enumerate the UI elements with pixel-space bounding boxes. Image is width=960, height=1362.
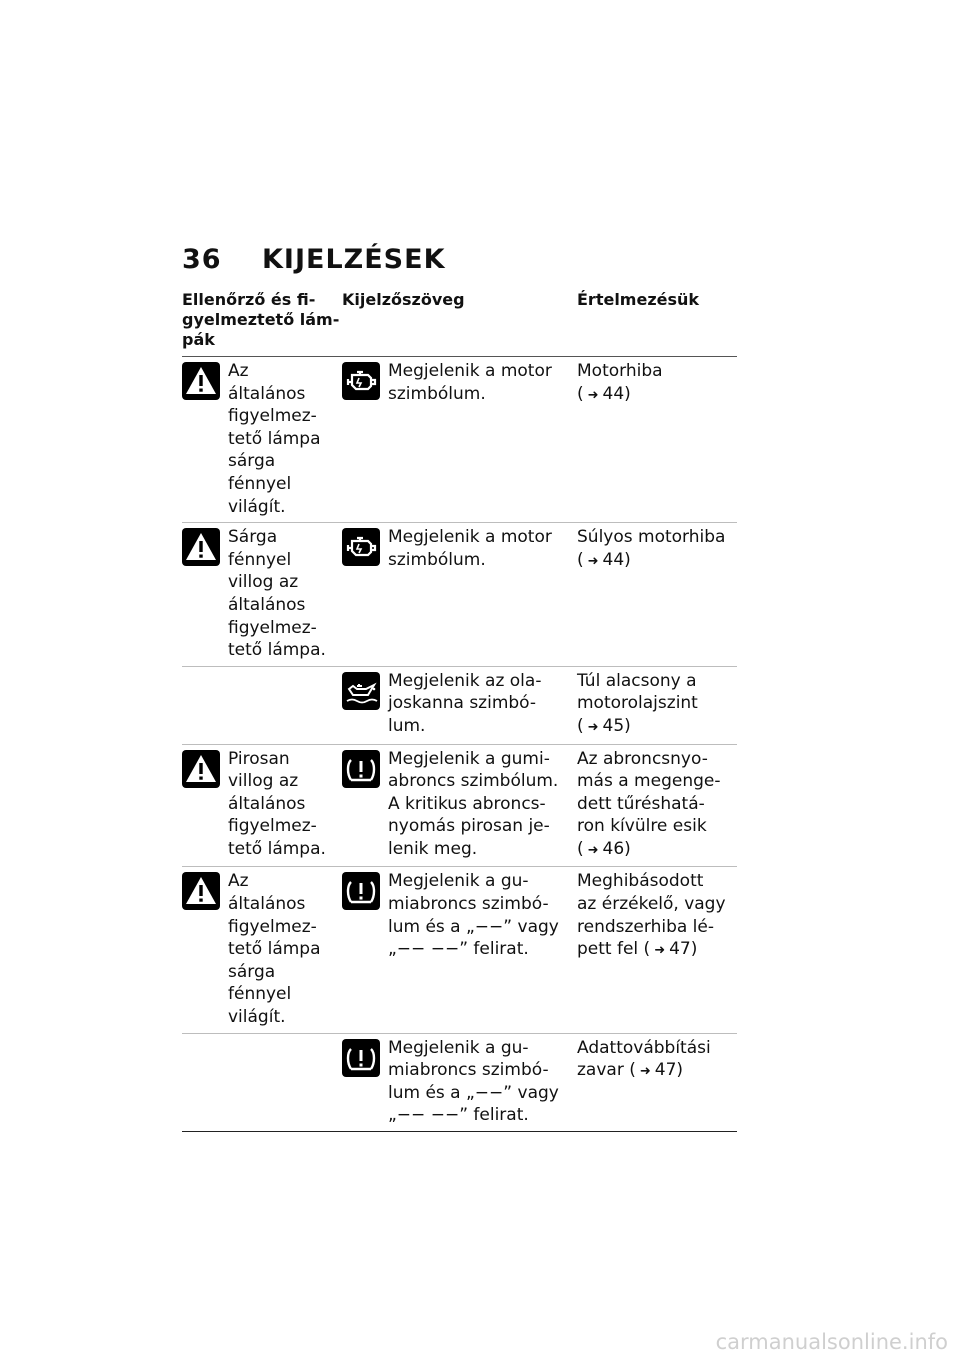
lamp-cell: [182, 523, 342, 667]
meaning-line: Súlyos motorhiba: [577, 527, 726, 548]
general-warning-triangle-icon: [182, 872, 220, 910]
text-line: Az: [228, 871, 249, 892]
page-header: [182, 244, 446, 275]
cell-text: [388, 360, 577, 405]
arrow-right-icon: ➜: [639, 1064, 651, 1080]
text-line: lum.: [388, 715, 426, 736]
text-line: Megjelenik a gu-: [388, 871, 529, 892]
header-line: pák: [182, 330, 215, 349]
table-row: [182, 357, 737, 523]
meaning-line: Túl alacsony a: [577, 670, 697, 691]
text-line: figyelmez-: [228, 916, 317, 937]
watermark-footer: carmanualsonline.info: [715, 1330, 948, 1354]
page-number: 36: [182, 244, 222, 275]
text-line: általános: [228, 594, 306, 615]
table-header-row: [182, 290, 737, 357]
text-line: szimbólum.: [388, 383, 486, 404]
header-meaning: [577, 290, 737, 357]
engine-icon: [342, 362, 380, 400]
indicator-table: [182, 290, 737, 1132]
reference-prefix: (: [577, 383, 584, 404]
meaning-line: Adattovábbítási: [577, 1037, 711, 1058]
text-line: szimbólum.: [388, 549, 486, 570]
text-line: „−− −−” felirat.: [388, 939, 529, 960]
cell-text: [388, 1037, 577, 1127]
header-line: Értelmezésük: [577, 290, 700, 309]
meaning-cell: [577, 744, 737, 867]
arrow-right-icon: ➜: [587, 719, 599, 735]
arrow-right-icon: ➜: [587, 553, 599, 569]
arrow-right-icon: ➜: [587, 387, 599, 403]
meaning-line: dett tűréshatá-: [577, 793, 705, 814]
display-text-cell: [342, 744, 577, 867]
table-row: [182, 867, 737, 1033]
text-line: Megjelenik a gu-: [388, 1037, 529, 1058]
display-text-cell: [342, 666, 577, 744]
text-line: A kritikus abroncs-: [388, 793, 546, 814]
text-line: figyelmez-: [228, 617, 317, 638]
meaning-cell: [577, 867, 737, 1033]
tire-pressure-icon: [342, 872, 380, 910]
lamp-cell: [182, 867, 342, 1033]
text-line: Sárga: [228, 527, 278, 548]
reference-page: 46): [602, 838, 631, 859]
text-line: joskanna szimbó-: [388, 693, 537, 714]
general-warning-triangle-icon: [182, 750, 220, 788]
page-title: KIJELZÉSEK: [262, 244, 446, 275]
text-line: sárga: [228, 961, 276, 982]
arrow-right-icon: ➜: [654, 943, 666, 959]
text-line: Pirosan: [228, 748, 290, 769]
header-line: Kijelzőszöveg: [342, 290, 465, 309]
meaning-line: Motorhiba: [577, 361, 663, 381]
reference-prefix: (: [577, 715, 584, 736]
text-line: villog az: [228, 572, 299, 593]
meaning-cell: [577, 1033, 737, 1131]
header-line: gyelmeztető lám-: [182, 310, 340, 329]
cell-text: [388, 526, 577, 571]
display-text-cell: [342, 867, 577, 1033]
reference-page: 44): [602, 549, 631, 570]
lamp-cell: [182, 1033, 342, 1131]
text-line: abroncs szimbólum.: [388, 771, 559, 792]
cell-text: [388, 870, 577, 960]
meaning-cell: [577, 666, 737, 744]
reference-prefix: pett fel (: [577, 939, 651, 960]
page-reference[interactable]: [577, 939, 697, 959]
header-display-text: [342, 290, 577, 357]
header-line: Ellenőrző és fi-: [182, 290, 316, 309]
text-line: figyelmez-: [228, 816, 317, 837]
page-reference[interactable]: [577, 839, 631, 859]
cell-text: [388, 670, 577, 738]
lamp-cell: [182, 666, 342, 744]
meaning-line: az érzékelő, vagy: [577, 894, 726, 915]
text-line: Megjelenik a gumi-: [388, 748, 550, 769]
text-line: tető lámpa.: [228, 838, 326, 859]
text-line: sárga: [228, 451, 276, 472]
meaning-line: rendszerhiba lé-: [577, 916, 714, 937]
reference-page: 47): [669, 939, 698, 960]
text-line: Megjelenik a motor: [388, 527, 552, 548]
reference-page: 47): [654, 1060, 684, 1081]
text-line: lum és a „−−” vagy: [388, 1082, 559, 1103]
oil-can-icon: [342, 672, 380, 710]
text-line: lum és a „−−” vagy: [388, 916, 559, 937]
text-line: villog az: [228, 771, 299, 792]
meaning-line: motorolajszint: [577, 693, 698, 714]
text-line: tető lámpa: [228, 939, 321, 960]
reference-prefix: (: [577, 549, 584, 570]
text-line: nyomás pirosan je-: [388, 816, 550, 837]
reference-prefix: (: [577, 838, 584, 859]
text-line: fénnyel: [228, 549, 292, 570]
lamp-cell: [182, 357, 342, 523]
text-line: Megjelenik az ola-: [388, 670, 542, 691]
text-line: tető lámpa: [228, 428, 321, 449]
general-warning-triangle-icon: [182, 362, 220, 400]
meaning-cell: [577, 523, 737, 667]
text-line: fénnyel: [228, 984, 292, 1005]
cell-text: [388, 748, 577, 861]
text-line: tető lámpa.: [228, 640, 326, 661]
arrow-right-icon: ➜: [587, 842, 599, 858]
text-line: figyelmez-: [228, 406, 317, 427]
cell-text: [228, 870, 342, 1028]
text-line: „−− −−” felirat.: [388, 1105, 529, 1126]
reference-prefix: zavar (: [577, 1060, 636, 1081]
display-text-cell: [342, 523, 577, 667]
text-line: fénnyel: [228, 473, 292, 494]
text-line: miabroncs szimbó-: [388, 894, 549, 915]
cell-text: [228, 748, 342, 861]
table-row: [182, 666, 737, 744]
meaning-line: ron kívülre esik: [577, 816, 707, 837]
text-line: Megjelenik a motor: [388, 361, 552, 381]
meaning-line: más a megenge-: [577, 771, 721, 792]
text-line: általános: [228, 894, 306, 915]
text-line: világít.: [228, 1007, 286, 1028]
text-line: Az: [228, 361, 249, 381]
reference-page: 45): [602, 715, 631, 736]
display-text-cell: [342, 1033, 577, 1131]
general-warning-triangle-icon: [182, 528, 220, 566]
cell-text: [228, 526, 342, 662]
lamp-cell: [182, 744, 342, 867]
engine-icon: [342, 528, 380, 566]
page-reference[interactable]: [577, 550, 631, 570]
text-line: miabroncs szimbó-: [388, 1060, 549, 1081]
table-row: [182, 523, 737, 667]
text-line: általános: [228, 383, 306, 404]
cell-text: [228, 360, 342, 518]
table-row: [182, 744, 737, 867]
meaning-cell: [577, 357, 737, 523]
table-body: [182, 357, 737, 1132]
page-reference[interactable]: [577, 384, 631, 404]
tire-pressure-icon: [342, 1039, 380, 1077]
header-lamps: [182, 290, 342, 357]
meaning-line: Az abroncsnyo-: [577, 748, 708, 769]
text-line: lenik meg.: [388, 838, 478, 859]
meaning-line: Meghibásodott: [577, 871, 704, 892]
text-line: általános: [228, 793, 306, 814]
tire-pressure-icon: [342, 750, 380, 788]
reference-page: 44): [602, 383, 631, 404]
page-reference[interactable]: [577, 716, 631, 736]
display-text-cell: [342, 357, 577, 523]
page-reference[interactable]: [577, 1060, 683, 1080]
table-row: [182, 1033, 737, 1131]
text-line: világít.: [228, 496, 286, 517]
